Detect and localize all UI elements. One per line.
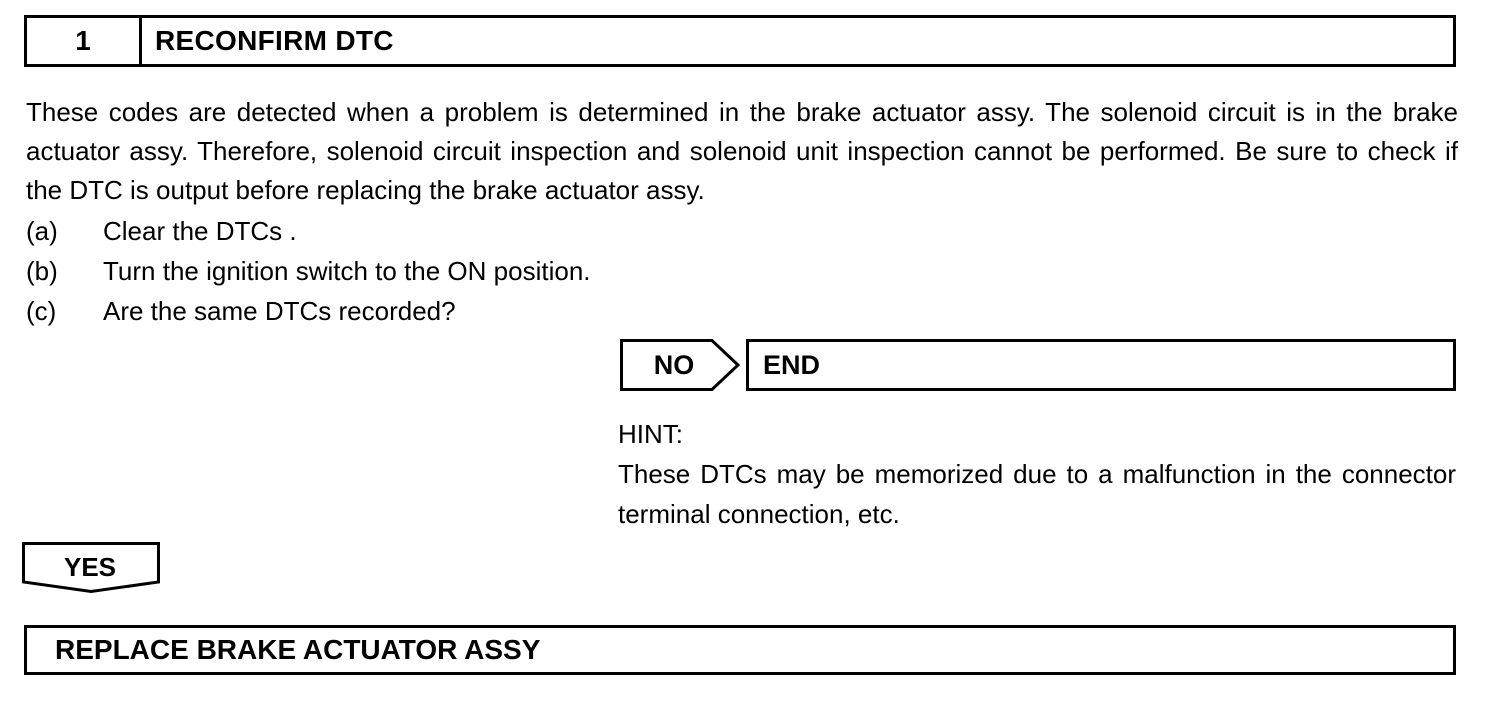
procedure-list: [26, 211, 591, 331]
yes-label: YES: [63, 551, 117, 582]
procedure-marker: (a): [26, 216, 58, 246]
step-number: 1: [27, 18, 142, 64]
no-label: NO: [653, 349, 695, 380]
procedure-text: Are the same DTCs recorded?: [103, 296, 456, 326]
procedure-marker: (b): [26, 256, 58, 286]
action-box: REPLACE BRAKE ACTUATOR ASSY: [24, 625, 1456, 675]
end-box: END: [746, 339, 1456, 391]
yes-branch-arrow: [22, 542, 162, 594]
procedure-text: Turn the ignition switch to the ON position.: [103, 256, 591, 286]
no-branch-arrow: [620, 339, 742, 391]
procedure-step: [26, 251, 591, 291]
step-header: [24, 15, 1456, 67]
procedure-step: [26, 211, 591, 251]
procedure-text: Clear the DTCs .: [103, 216, 297, 246]
hint-body: These DTCs may be memorized due to a malfunction in the connector terminal connection, etc.: [618, 459, 1456, 529]
hint-title: HINT:: [618, 419, 683, 449]
intro-paragraph: These codes are detected when a problem is determined in the brake actuator assy. The solenoid circuit is in the brake actuator assy. Therefore, solenoid circuit inspection and solenoid unit inspection cannot be performed. Be sure to check if the DTC is output before replacing the brake actuator assy.: [26, 97, 1458, 205]
procedure-step: [26, 291, 591, 331]
step-title: RECONFIRM DTC: [155, 25, 394, 56]
procedure-marker: (c): [26, 296, 57, 326]
